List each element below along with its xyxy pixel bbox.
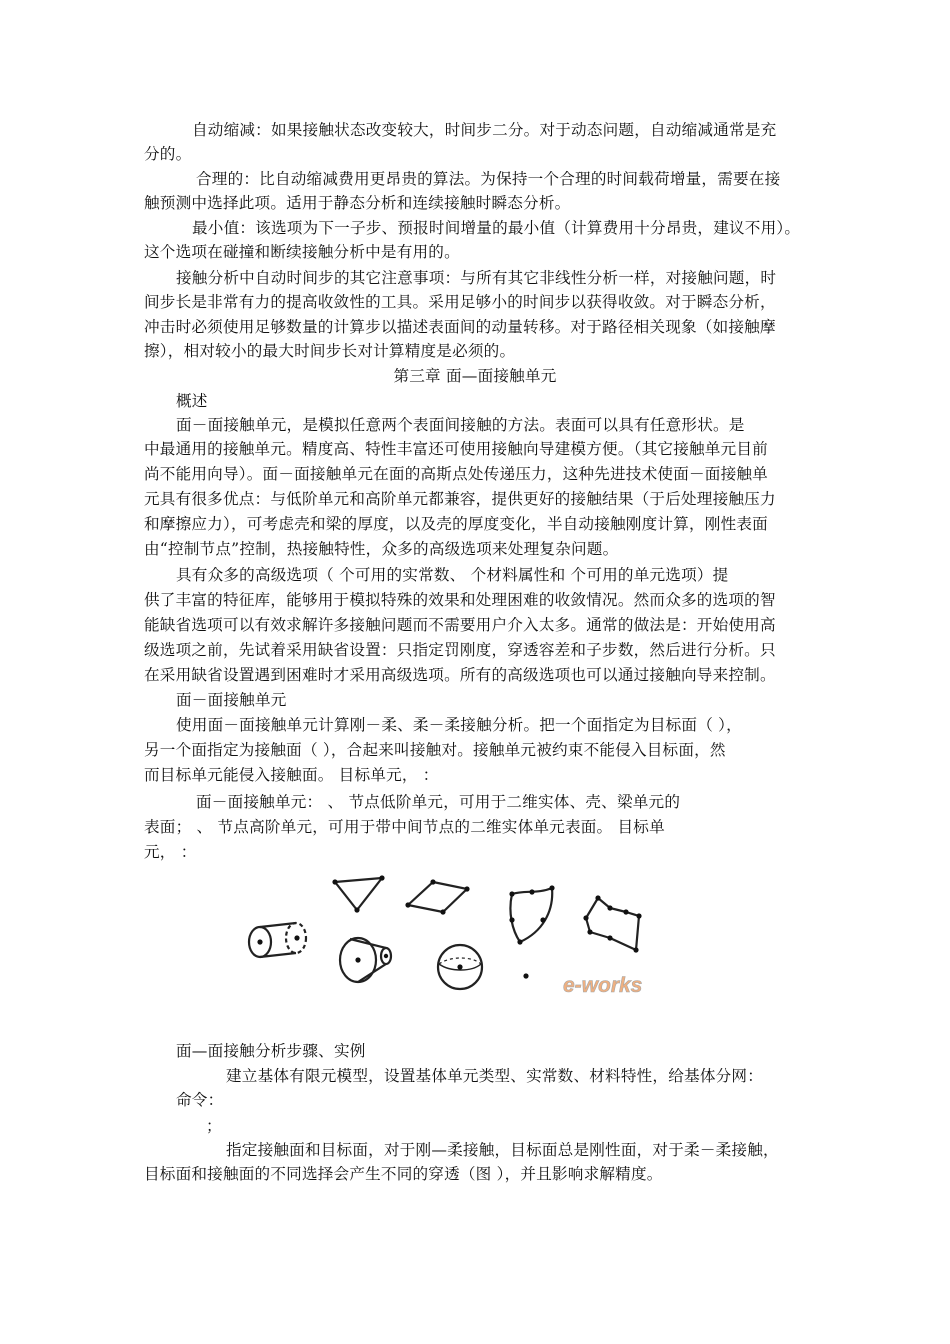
point-shape bbox=[523, 973, 528, 978]
text-line: 触预测中选择此项。适用于静态分析和连续接触时瞬态分析。 bbox=[144, 194, 571, 212]
target-element-figure bbox=[240, 872, 670, 1007]
triangle-shape bbox=[335, 878, 382, 910]
text-line: 能缺省选项可以有效求解许多接触问题而不需要用户介入太多。通常的做法是：开始使用高 bbox=[144, 616, 776, 634]
parallelogram-shape bbox=[408, 882, 467, 912]
text-line: 面－面接触单元： 、 节点低阶单元，可用于二维实体、壳、梁单元的 bbox=[196, 793, 681, 811]
text-line: 而目标单元能侵入接触面。 目标单元， ： bbox=[144, 766, 439, 784]
text-line: 最小值：该选项为下一子步、预报时间增量的最小值（计算费用十分昂贵，建议不用）。 bbox=[192, 219, 801, 237]
text-line: 和摩擦应力），可考虑壳和梁的厚度，以及壳的厚度变化，半自动接触刚度计算，刚性表面 bbox=[144, 515, 768, 533]
e-works-logo: e-works bbox=[563, 974, 643, 997]
text-line: 级选项之前，先试着采用缺省设置：只指定罚刚度，穿透容差和子步数，然后进行分析。只 bbox=[144, 641, 776, 659]
curved-surface-shape bbox=[510, 888, 552, 942]
text-line: 命令： bbox=[176, 1091, 224, 1109]
text-line: 建立基体有限元模型，设置基体单元类型、实常数、材料特性，给基体分网： bbox=[226, 1067, 763, 1085]
text-line: 合理的：比自动缩减费用更昂贵的算法。为保持一个合理的时间载荷增量，需要在接 bbox=[196, 170, 781, 188]
text-line: 这个选项在碰撞和断续接触分析中是有用的。 bbox=[144, 243, 460, 261]
text-line: 在采用缺省设置遇到困难时才采用高级选项。所有的高级选项也可以通过接触向导来控制。 bbox=[144, 666, 776, 684]
text-line: 元具有很多优点：与低阶单元和高阶单元都兼容，提供更好的接触结果（于后处理接触压力 bbox=[144, 490, 776, 508]
text-line: 擦），相对较小的最大时间步长对计算精度是必须的。 bbox=[144, 342, 516, 360]
text-line: 指定接触面和目标面，对于刚—柔接触，目标面总是刚性面，对于柔－柔接触， bbox=[226, 1141, 779, 1159]
text-line: 冲击时必须使用足够数量的计算步以描述表面间的动量转移。对于路径相关现象（如接触摩 bbox=[144, 318, 776, 336]
text-line: 供了丰富的特征库，能够用于模拟特殊的效果和处理困难的收敛情况。然而众多的选项的智 bbox=[144, 591, 776, 609]
text-line: 自动缩减：如果接触状态改变较大，时间步二分。对于动态问题，自动缩减通常是充 bbox=[192, 121, 777, 139]
polygon-shape bbox=[586, 898, 639, 950]
text-line: 面－面接触单元，是模拟任意两个表面间接触的方法。表面可以具有任意形状。是 bbox=[176, 416, 745, 434]
text-line: 表面； 、 节点高阶单元，可用于带中间节点的二维实体单元表面。 目标单 bbox=[144, 818, 665, 836]
target-shapes-illustration bbox=[240, 872, 670, 1007]
text-line: 目标面和接触面的不同选择会产生不同的穿透（图 ），并且影响求解精度。 bbox=[144, 1165, 663, 1183]
text-line: 间步长是非常有力的提高收敛性的工具。采用足够小的时间步以获得收敛。对于瞬态分析， bbox=[144, 293, 776, 311]
text-line: 中最通用的接触单元。精度高、特性丰富还可使用接触向导建模方便。（其它接触单元目前 bbox=[144, 440, 768, 458]
section-heading: 面—面接触分析步骤、实例 bbox=[176, 1042, 366, 1060]
text-line: ； bbox=[206, 1117, 222, 1135]
section-heading: 面－面接触单元 bbox=[176, 691, 287, 709]
chapter-heading: 第三章 面—面接触单元 bbox=[393, 367, 557, 385]
text-line: 使用面－面接触单元计算刚－柔、柔－柔接触分析。把一个面指定为目标面（ ）， bbox=[176, 716, 742, 734]
text-line: 尚不能用向导）。面－面接触单元在面的高斯点处传递压力，这种先进技术使面－面接触单 bbox=[144, 465, 768, 483]
text-line: 由“控制节点”控制，热接触特性，众多的高级选项来处理复杂问题。 bbox=[144, 540, 619, 558]
text-line: 分的。 bbox=[144, 145, 192, 163]
text-line: 另一个面指定为接触面（ ），合起来叫接触对。接触单元被约束不能侵入目标面，然 bbox=[144, 741, 726, 759]
text-line: 接触分析中自动时间步的其它注意事项：与所有其它非线性分析一样，对接触问题，时 bbox=[176, 269, 777, 287]
text-line: 具有众多的高级选项（ 个可用的实常数、 个材料属性和 个可用的单元选项）提 bbox=[176, 566, 729, 584]
section-heading: 概述 bbox=[176, 392, 208, 410]
text-line: 元， ： bbox=[144, 843, 197, 861]
